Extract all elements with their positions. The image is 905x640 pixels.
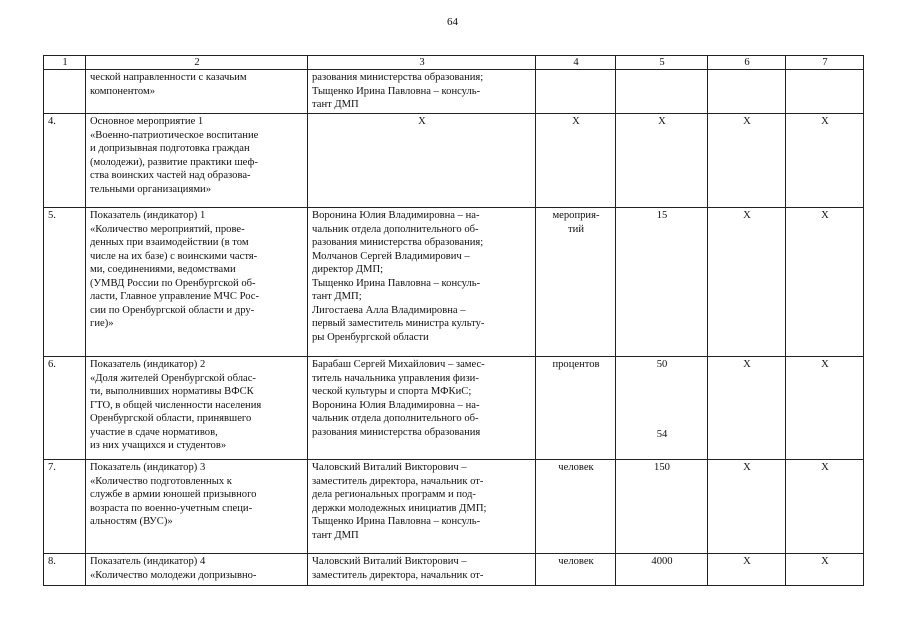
- responsible-cell: X: [308, 114, 536, 208]
- text-line: тант ДМП: [312, 529, 359, 541]
- text-line: Показатель (индикатор) 3: [90, 462, 206, 473]
- col7-cell: [786, 70, 864, 114]
- text-line: «Количество молодежи допризывно-: [90, 569, 257, 581]
- header-cell: 1: [44, 56, 86, 70]
- value-cell: 4000: [616, 554, 708, 586]
- text-line: альностям (ВУС)»: [90, 516, 173, 527]
- text-line: (молодежи), развитие практики шеф-: [90, 156, 258, 168]
- value-line: 54: [656, 428, 668, 440]
- header-cell: 2: [86, 56, 308, 70]
- text-line: ГТО, в общей численности населения: [90, 399, 262, 411]
- col6-cell: X: [708, 554, 786, 586]
- text-line: Тыщенко Ирина Павловна – консуль-: [312, 516, 481, 527]
- unit-cell: X: [536, 114, 616, 208]
- col7-cell: X: [786, 460, 864, 554]
- text-line: службе в армии юношей призывного: [90, 489, 257, 500]
- text-line: держки молодежных инициатив ДМП;: [312, 502, 487, 514]
- responsible-cell: [308, 554, 536, 586]
- column-number-row: [44, 56, 864, 70]
- col6-cell: X: [708, 208, 786, 357]
- row-number: 7.: [44, 460, 86, 554]
- text-line: Показатель (индикатор) 2: [90, 359, 206, 370]
- text-line: чальник отдела дополнительного об-: [312, 223, 479, 235]
- text-line: разования министерства образования;: [312, 237, 484, 248]
- text-line: Воронина Юлия Владимировна – на-: [312, 210, 480, 221]
- row-number: 6.: [44, 357, 86, 460]
- row-number: 4.: [44, 114, 86, 208]
- text-line: тий: [568, 223, 584, 235]
- text-line: Чаловский Виталий Викторович –: [312, 462, 467, 473]
- text-line: Основное мероприятие 1: [90, 116, 204, 127]
- text-line: мероприя-: [552, 210, 600, 221]
- text-line: титель начальника управления физи-: [312, 372, 479, 384]
- indicator-cell: [86, 70, 308, 114]
- text-line: «Военно-патриотическое воспитание: [90, 129, 259, 141]
- text-line: «Количество подготовленных к: [90, 475, 232, 487]
- unit-cell: человек: [536, 460, 616, 554]
- value-cell: 150: [616, 460, 708, 554]
- table-row: [44, 554, 864, 586]
- header-cell: 4: [536, 56, 616, 70]
- program-table: [43, 55, 864, 586]
- unit-cell: процентов: [536, 357, 616, 460]
- header-cell: 6: [708, 56, 786, 70]
- row-number: [44, 70, 86, 114]
- indicator-cell: [86, 114, 308, 208]
- unit-cell: человек: [536, 554, 616, 586]
- text-line: директор ДМП;: [312, 264, 384, 275]
- header-cell: 3: [308, 56, 536, 70]
- responsible-cell: [308, 460, 536, 554]
- text-line: «Доля жителей Оренбургской облас-: [90, 372, 256, 384]
- text-line: Показатель (индикатор) 4: [90, 556, 206, 567]
- table-row: [44, 460, 864, 554]
- table-row: [44, 208, 864, 357]
- text-line: сии по Оренбургской области и дру-: [90, 304, 255, 316]
- row-number: 5.: [44, 208, 86, 357]
- text-line: ласти, Главное управление МЧС Рос-: [90, 291, 259, 302]
- text-line: из них учащихся и студентов»: [90, 440, 227, 451]
- table-row: [44, 70, 864, 114]
- col6-cell: X: [708, 114, 786, 208]
- value-cell: [616, 70, 708, 114]
- unit-cell: [536, 70, 616, 114]
- value-cell: [616, 357, 708, 460]
- text-line: дела региональных программ и под-: [312, 489, 476, 500]
- indicator-cell: [86, 554, 308, 586]
- page-number: 64: [447, 16, 458, 28]
- text-line: первый заместитель министра культу-: [312, 318, 485, 329]
- col7-cell: X: [786, 554, 864, 586]
- responsible-cell: [308, 70, 536, 114]
- text-line: заместитель директора, начальник от-: [312, 475, 484, 487]
- indicator-cell: [86, 208, 308, 357]
- text-line: ческой культуры и спорта МФКиС;: [312, 386, 472, 397]
- indicator-cell: [86, 357, 308, 460]
- text-line: возраста по военно-учетным специ-: [90, 502, 253, 514]
- text-line: участие в сдаче нормативов,: [90, 426, 218, 438]
- text-line: ры Оренбургской области: [312, 331, 429, 343]
- text-line: числе на их базе) с воинскими частя-: [90, 250, 258, 262]
- table-row: [44, 357, 864, 460]
- text-line: и допризывная подготовка граждан: [90, 143, 250, 154]
- text-line: чальник отдела дополнительного об-: [312, 413, 479, 424]
- text-line: заместитель директора, начальник от-: [312, 569, 484, 581]
- table-row: [44, 114, 864, 208]
- text-line: ства воинских частей над образова-: [90, 170, 251, 181]
- text-line: ми, соединениями, ведомствами: [90, 264, 236, 275]
- text-line: Лигостаева Алла Владимировна –: [312, 304, 466, 316]
- col6-cell: X: [708, 460, 786, 554]
- col6-cell: X: [708, 357, 786, 460]
- col7-cell: X: [786, 357, 864, 460]
- text-line: Барабаш Сергей Михайлович – замес-: [312, 359, 485, 370]
- text-line: Молчанов Сергей Владимирович –: [312, 250, 470, 262]
- value-line: 50: [656, 359, 668, 370]
- text-line: разования министерства образования;: [312, 72, 484, 83]
- header-cell: 5: [616, 56, 708, 70]
- text-line: Оренбургской области, принявшего: [90, 413, 252, 424]
- text-line: Чаловский Виталий Викторович –: [312, 556, 467, 567]
- text-line: Показатель (индикатор) 1: [90, 210, 206, 221]
- col6-cell: [708, 70, 786, 114]
- text-line: Тыщенко Ирина Павловна – консуль-: [312, 277, 481, 289]
- text-line: денных при взаимодействии (в том: [90, 237, 249, 248]
- text-line: компонентом»: [90, 85, 155, 97]
- text-line: гие)»: [90, 318, 114, 329]
- col7-cell: X: [786, 114, 864, 208]
- value-cell: 15: [616, 208, 708, 357]
- col7-cell: X: [786, 208, 864, 357]
- text-line: ческой направленности с казачьим: [90, 72, 247, 83]
- unit-cell: [536, 208, 616, 357]
- text-line: тельными организациями»: [90, 183, 212, 195]
- text-line: ти, выполнивших нормативы ВФСК: [90, 386, 254, 397]
- text-line: тант ДМП: [312, 99, 359, 110]
- text-line: тант ДМП;: [312, 291, 362, 302]
- indicator-cell: [86, 460, 308, 554]
- value-cell: X: [616, 114, 708, 208]
- text-line: (УМВД России по Оренбургской об-: [90, 277, 256, 289]
- header-cell: 7: [786, 56, 864, 70]
- responsible-cell: [308, 208, 536, 357]
- row-number: 8.: [44, 554, 86, 586]
- text-line: «Количество мероприятий, прове-: [90, 223, 245, 235]
- text-line: Тыщенко Ирина Павловна – консуль-: [312, 85, 481, 97]
- text-line: разования министерства образования: [312, 426, 481, 438]
- responsible-cell: [308, 357, 536, 460]
- text-line: Воронина Юлия Владимировна – на-: [312, 399, 480, 411]
